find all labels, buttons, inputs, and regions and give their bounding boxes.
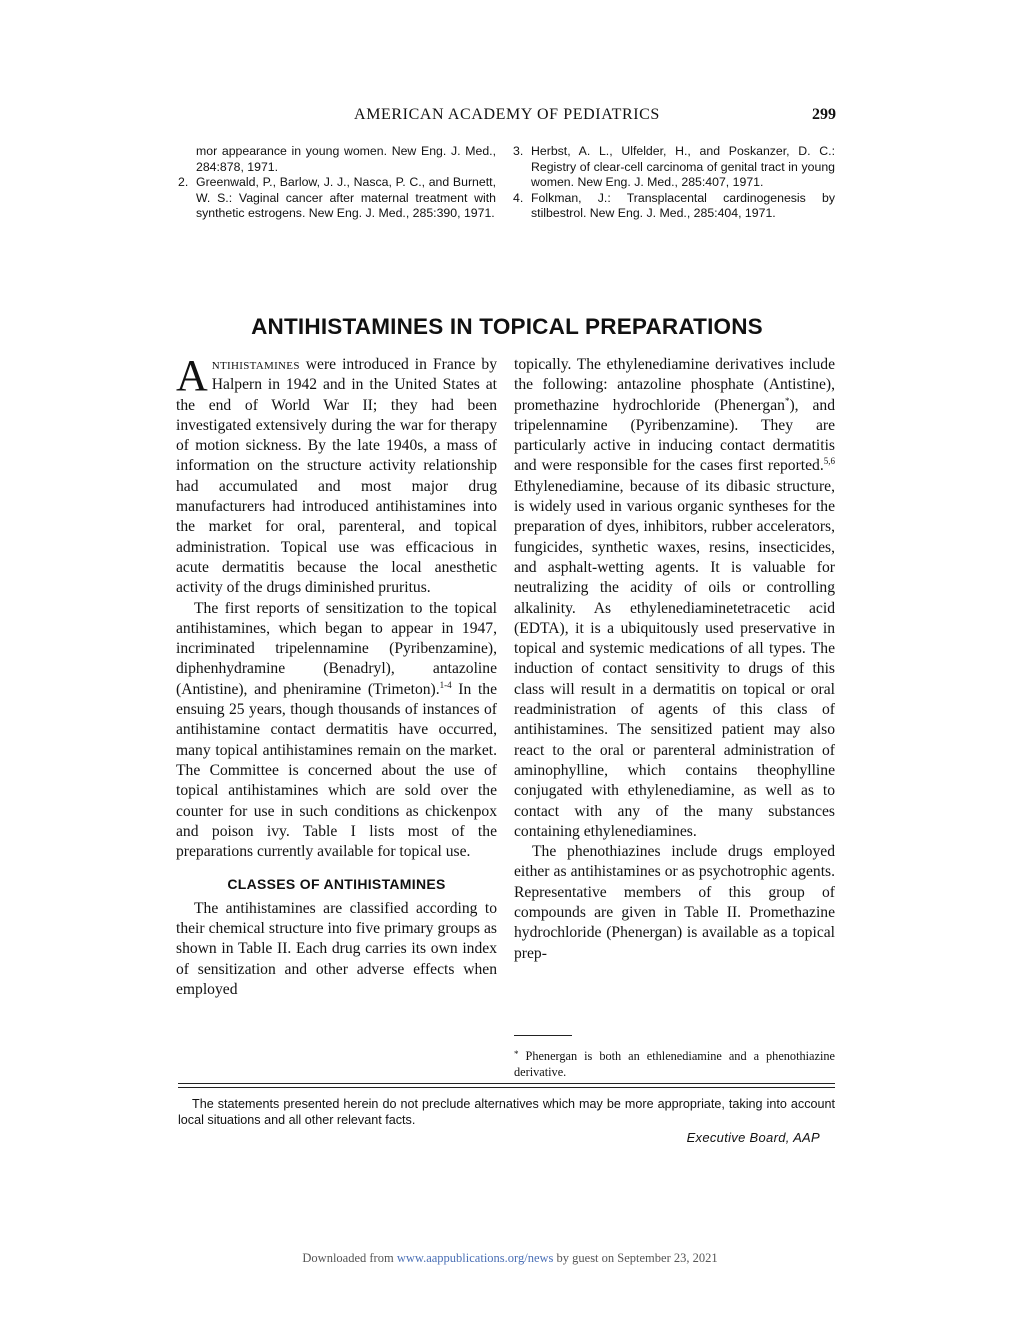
reference-text: Herbst, A. L., Ulfelder, H., and Poskanzer, D. C.: Registry of clear-cell carcinoma of genital tract in young women. New Eng. J. Med., 285:407, 1971. [531, 144, 835, 190]
reference-number: 2. [178, 175, 189, 190]
reference-item [178, 144, 496, 175]
section-heading: CLASSES OF ANTIHISTAMINES [227, 876, 446, 893]
download-link[interactable]: www.aappublications.org/news [396, 1251, 554, 1265]
reference-text: Greenwald, P., Barlow, J. J., Nasca, P. C., and Burnett, W. S.: Vaginal cancer after maternal treatment with synthetic estrogens. New Eng. J. Med., 285:390, 1971. [196, 175, 496, 221]
paragraph: topically. The ethylenediamine derivatives include the following: antazoline phosphate (Antistine), promethazine hydrochloride (Phenergan*), and tripelennamine (Pyribenzamine). They are particularly active in inducing contact dermatitis and were responsible for the cases first reported.$^{5,6}$ Ethylenediamine, because of its dibasic structure, is widely used in various organic syntheses for the preparation of dyes, inhibitors, rubber accelerators, fungicides, synthetic waxes, resins, insecticides, and asphalt-wetting agents. It is valuable for neutralizing the acidity of oils or controlling alkalinity. As ethylenediaminetetracetic acid (EDTA), it is a ubiquitously used preservative in topical and systemic medications of all types. The induction of contact sensitivity to drugs of this class will result in a dermatitis on topical or oral readministration of agents of this class of antihistamines. The sensitized patient may also react to the oral or parenteral administration of aminophylline, which contains theophylline conjugated with ethylenediamine, as well as to contact with any of the many substances containing ethylenediamines. [514, 356, 835, 840]
executive-board-signature: Executive Board, AAP [686, 1130, 820, 1145]
page-number: 299 [812, 106, 836, 123]
references-left-column [178, 144, 496, 222]
divider [178, 1083, 835, 1084]
body-right-column [514, 355, 835, 964]
reference-text: Folkman, J.: Transplacental cardinogenesis by stilbestrol. New Eng. J. Med., 285:404, 1971. [531, 190, 835, 221]
body-left-column [176, 351, 497, 1000]
drop-cap: A [176, 351, 208, 400]
lead-word: ntihistamines [211, 357, 300, 373]
footnote-marker: * [784, 395, 790, 406]
reference-text: mor appearance in young women. New Eng. J. Med., 284:878, 1971. [196, 144, 496, 174]
paragraph: The phenothiazines include drugs employed either as antihistamines or as psychotrophic agents. Representative members of this group of compounds are given in Table II. Promethazine hydrochloride (Phenergan) is available as a topical prep- [514, 843, 835, 962]
disclaimer-text: The statements presented herein do not preclude alternatives which may be more appropriate, taking into account local situations and all other relevant facts. [178, 1097, 835, 1127]
footnote: * Phenergan is both an ethlenediamine and a phenothiazine derivative. [514, 1049, 835, 1079]
disclaimer [178, 1096, 835, 1128]
reference-number: 3. [513, 144, 524, 158]
reference-number: 4. [513, 190, 524, 205]
footnote-rule [514, 1035, 572, 1036]
paragraph: The first reports of sensitization to the topical antihistamines, which began to appear in 1947, incriminated tripelennamine (Pyribenzamine), diphenhydramine (Benadryl), antazoline (Antistine), and pheniramine (Trimeton).$^{1-4}$ In the ensuing 25 years, though thousands of instances of antihistamine contact dermatitis have occurred, many topical antihistamines remain on the market. The Committee is concerned about the use of topical antihistamines which are sold over the counter for use in such conditions as chickenpox and poison ivy. Table I lists most of the preparations currently available for topical use. [176, 599, 497, 861]
running-head [178, 106, 836, 128]
divider [178, 1087, 835, 1088]
reference-item [513, 144, 835, 191]
paragraph: The antihistamines are classified according to their chemical structure into five primary groups as shown in Table II. Each drug carries its own index of sensitization and other adverse effects when employed [176, 899, 497, 998]
download-notice: Downloaded from www.aappublications.org/news by guest on September 23, 2021 [302, 1251, 718, 1265]
reference-item [178, 175, 496, 222]
citation-superscript: 5,6 [823, 456, 835, 467]
reference-item [513, 191, 835, 222]
journal-name: AMERICAN ACADEMY OF PEDIATRICS [354, 106, 660, 123]
paragraph: Antihistamines were introduced in France by Halpern in 1942 and in the United States at the end of World War II; they had been investigated extensively during the war for therapy of motion sickness. By the late 1940s, a mass of information on the structure activity relationship had accumulated and most major drug manufacturers had introduced antihistamines into the market for oral, parenteral, and topical administration. Topical use was efficacious in acute dermatitis because the local anesthetic activity of the drugs diminished pruritus. [176, 351, 497, 597]
article-title: ANTIHISTAMINES IN TOPICAL PREPARATIONS [251, 314, 763, 339]
footnote-mark: * [514, 1049, 519, 1059]
references-right-column [513, 144, 835, 222]
citation-superscript: 1-4 [439, 679, 452, 690]
